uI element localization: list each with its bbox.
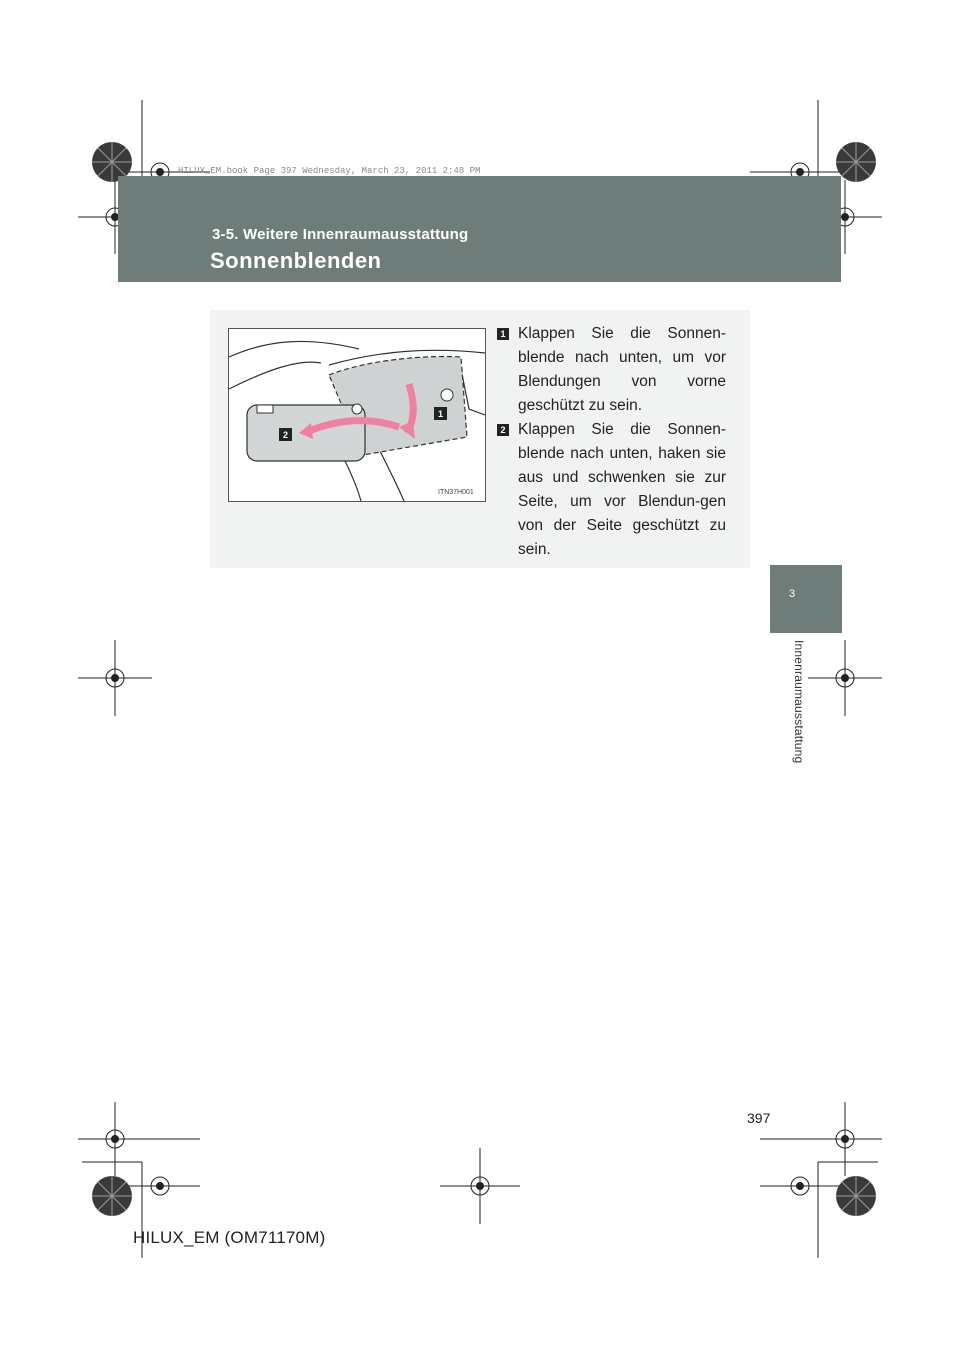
step-badge-2: 2: [497, 424, 509, 436]
print-info: HILUX_EM.book Page 397 Wednesday, March 23, 2011 2:48 PM: [178, 166, 481, 176]
figure-code: ITN37H001: [438, 489, 474, 496]
page-title: Sonnenblenden: [210, 248, 382, 273]
step-badge-1: 1: [497, 328, 509, 340]
chapter-label: Innenraumausstattung: [792, 640, 806, 764]
sun-visor-illustration: [228, 328, 486, 502]
instruction-text-1: Klappen Sie die Sonnen-blende nach unten, um vor Blendungen von vorne geschützt zu sein.: [518, 325, 726, 414]
page-number: 397: [747, 1110, 771, 1126]
section-title: 3-5. Weitere Innenraumausstattung: [212, 226, 469, 243]
sun-visor-drawing: [229, 329, 485, 501]
footer-model: HILUX_EM (OM71170M): [133, 1228, 326, 1247]
instruction-text-2: Klappen Sie die Sonnen-blende nach unten, haken sie aus und schwenken sie zur Seite, um vor Blendun-gen von der Seite geschützt zu sein.: [518, 421, 726, 558]
callout-1: 1: [437, 409, 444, 419]
chapter-number: 3: [788, 588, 796, 600]
callout-2: 2: [282, 430, 289, 440]
